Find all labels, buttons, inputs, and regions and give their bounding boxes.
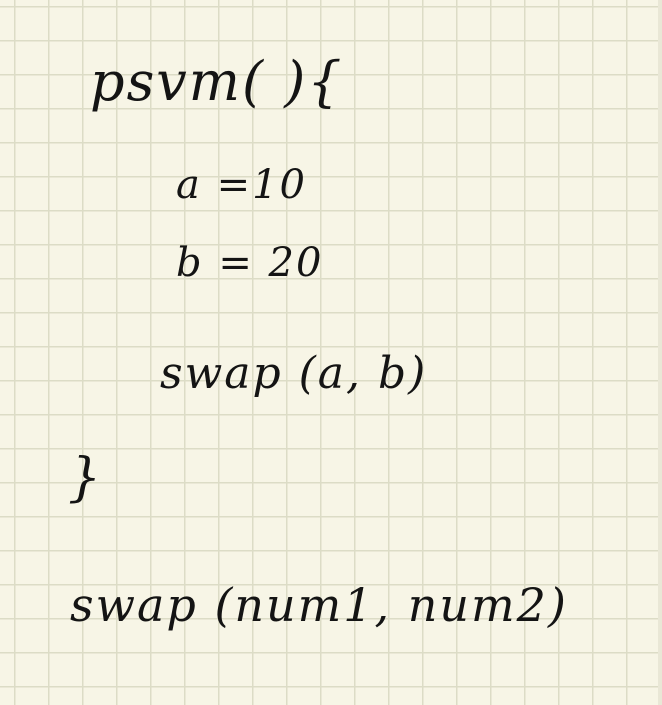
handwritten-closing-brace: } xyxy=(68,448,104,508)
handwritten-swap-signature: swap (num1, num2) xyxy=(70,578,568,632)
handwritten-assign-b: b = 20 xyxy=(176,240,324,286)
handwritten-swap-call: swap (a, b) xyxy=(160,348,428,399)
handwritten-assign-a: a =10 xyxy=(176,162,307,208)
page-edge xyxy=(658,0,662,705)
handwritten-main-method-header: psvm( ){ xyxy=(90,50,344,113)
